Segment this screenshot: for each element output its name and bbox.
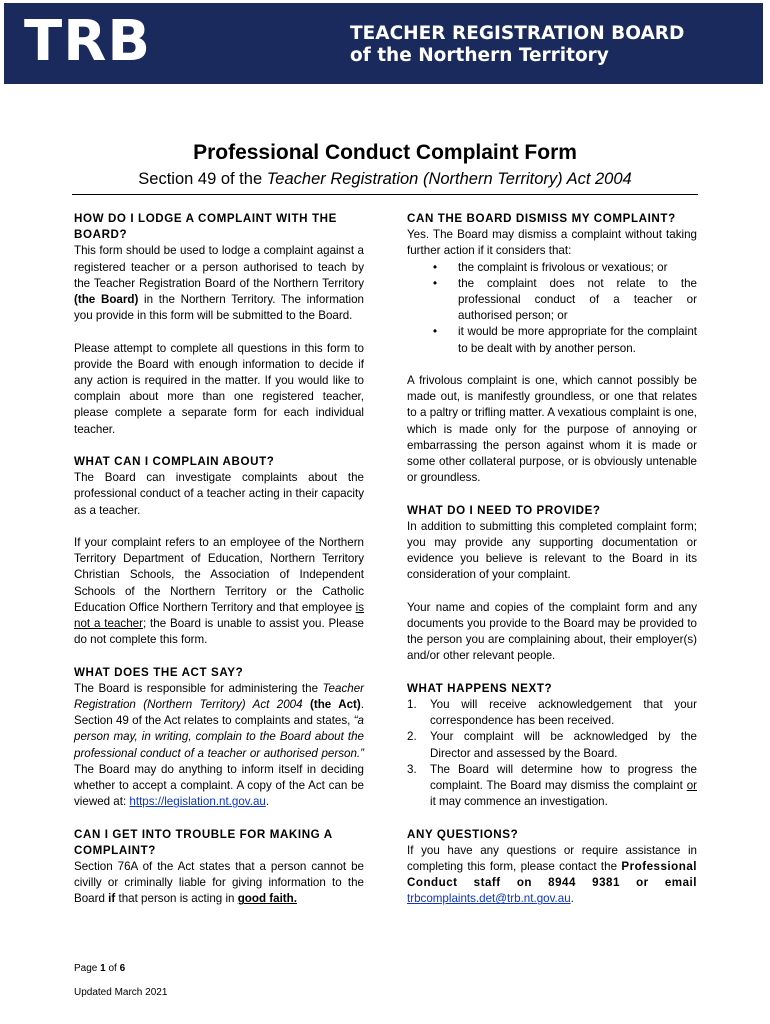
page-number xyxy=(74,963,125,974)
list-item xyxy=(407,729,697,761)
act-abbrev-bold: (the Act) xyxy=(309,698,361,712)
act-text-a: The Board is responsible for administering the xyxy=(74,681,323,695)
dismiss-paragraph-2: A frivolous complaint is one, which cannot possibly be made out, is manifestly groundless, or one that relates to a paltry or trifling matter. A vexatious complaint is one, which is made only for the purpose of annoying or embarrassing the person against whom it is made or some other collateral purpose, or is obviously untenable or groundless. xyxy=(407,374,697,485)
lodge-text-a: This form should be used to lodge a complaint against a registered teacher or a person authorised to teach by the Teacher Registration Board of the Northern Territory xyxy=(74,244,364,290)
page-current: 1 xyxy=(100,963,106,974)
about-paragraph-1: The Board can investigate complaints about the professional conduct of a teacher acting in their capacity as a teacher. xyxy=(74,471,364,517)
section-heading-act: WHAT DOES THE ACT SAY? xyxy=(74,665,244,679)
step-text-or: or xyxy=(686,779,697,793)
about-paragraph-2 xyxy=(74,535,364,648)
section-heading-questions: ANY QUESTIONS? xyxy=(407,827,519,841)
section-heading-next: WHAT HAPPENS NEXT? xyxy=(407,681,553,695)
act-text-g: . xyxy=(265,795,270,809)
step-text-a: The Board will determine how to progress the complaint. The Board may dismiss the complaint xyxy=(430,762,697,793)
section-heading-about: WHAT CAN I COMPLAIN ABOUT? xyxy=(74,455,275,469)
about-text-underlined: is not a teacher xyxy=(74,600,364,631)
act-paragraph xyxy=(74,681,364,811)
act-quote: “a person may, in writing, complain to the Board about the professional conduct of a teacher or authorised person.” xyxy=(74,714,364,760)
trouble-text-c: that person is acting in xyxy=(115,892,238,906)
step-number: 1. xyxy=(407,698,417,712)
provide-paragraph-1: In addition to submitting this completed complaint form; you may provide any supporting documentation or evidence you believe is relevant to the Board in its consideration of your complaint. xyxy=(407,519,697,582)
step-number: 2. xyxy=(407,730,417,744)
right-column xyxy=(407,211,697,908)
step-number: 3. xyxy=(407,762,417,776)
list-item xyxy=(407,697,697,729)
page-prefix: Page xyxy=(74,963,101,974)
form-subtitle xyxy=(0,170,770,189)
section-heading-lodge: HOW DO I LODGE A COMPLAINT WITH THE BOARD? xyxy=(74,212,337,242)
act-text-d: . Section 49 of the Act relates to complaints and states, xyxy=(74,698,364,728)
trouble-good-faith: good faith. xyxy=(237,892,297,906)
trouble-paragraph xyxy=(74,859,364,908)
lodge-text-bold: (the Board) xyxy=(74,293,139,307)
step-text: Your complaint will be acknowledged by the Director and assessed by the Board. xyxy=(430,730,697,760)
lodge-paragraph-2: Please attempt to complete all questions in this form to provide the Board with enough information to decide if any action is required in the matter. If you would like to complain about more than one registered teacher, please complete a separate form for each individual teacher. xyxy=(74,341,364,436)
list-item: • the complaint does not relate to the professional conduct of a teacher or authorised person; or xyxy=(407,276,697,325)
header-banner xyxy=(4,3,763,84)
list-item: • it would be more appropriate for the complaint to be dealt with by another person. xyxy=(407,324,697,356)
provide-paragraph-2: Your name and copies of the complaint form and any documents you provide to the Board may be provided to the person you are complaining about, their employer(s) and/or other relevant people. xyxy=(407,600,697,663)
trb-logo: TRB xyxy=(24,9,152,74)
organisation-name xyxy=(350,23,684,67)
subtitle-act-name: Teacher Registration (Northern Territory) Act 2004 xyxy=(266,170,632,188)
next-steps-list xyxy=(407,697,697,810)
questions-text-c: . xyxy=(570,892,574,906)
subtitle-prefix: Section 49 of the xyxy=(138,170,267,188)
section-heading-dismiss: CAN THE BOARD DISMISS MY COMPLAINT? xyxy=(407,212,676,225)
section-heading-trouble: CAN I GET INTO TROUBLE FOR MAKING A COMPLAINT? xyxy=(74,827,333,857)
about-text-c: ; the Board is unable to assist you. Please do not complete this form. xyxy=(74,617,364,647)
left-column xyxy=(74,211,364,908)
page-total: 6 xyxy=(119,963,126,974)
step-text-c: it may commence an investigation. xyxy=(430,795,608,809)
dismiss-bullet-list xyxy=(407,260,697,357)
organisation-name-line2: of the Northern Territory xyxy=(350,45,609,66)
complaints-email-link[interactable]: trbcomplaints.det@trb.nt.gov.au xyxy=(407,892,571,906)
form-title: Professional Conduct Complaint Form xyxy=(193,141,577,164)
lodge-text-c: in the Northern Territory. The information you provide in this form will be submitted to the Board. xyxy=(74,293,364,323)
about-text-a: If your complaint refers to an employee of the Northern Territory Department of Education, Northern Territory Christian Schools, the Association of Independent Schools of the Northern Territory or the Catholic Education Office Northern Territory and that employee xyxy=(74,536,364,614)
act-text-f: The Board may do anything to inform itself in deciding whether to accept a complaint. A copy of the Act can be viewed at: xyxy=(74,762,364,809)
step-text: You will receive acknowledgement that your correspondence has been received. xyxy=(430,698,697,728)
legislation-link[interactable]: https://legislation.nt.gov.au xyxy=(129,795,266,809)
contact-staff-bold: Professional Conduct staff on 8944 9381 or email xyxy=(407,860,697,890)
updated-date: Updated March 2021 xyxy=(74,987,168,998)
trouble-text-if: if xyxy=(108,892,116,906)
page-of: of xyxy=(105,963,120,974)
trouble-text-a: Section 76A of the Act states that a person cannot be civilly or criminally liable for giving information to the Board xyxy=(74,860,364,906)
dismiss-intro: Yes. The Board may dismiss a complaint without taking further action if it considers that: xyxy=(407,228,697,258)
questions-paragraph xyxy=(407,843,697,908)
organisation-name-line1: TEACHER REGISTRATION BOARD xyxy=(350,23,685,44)
lodge-paragraph-1 xyxy=(74,243,364,324)
questions-text-a: If you have any questions or require assistance in completing this form, please contact the xyxy=(407,843,697,874)
act-name-italic: Teacher Registration (Northern Territory) Act 2004 xyxy=(74,681,364,712)
list-item: • the complaint is frivolous or vexatious; or xyxy=(407,260,697,276)
section-heading-provide: WHAT DO I NEED TO PROVIDE? xyxy=(407,503,601,517)
list-item xyxy=(407,762,697,811)
title-divider xyxy=(72,194,698,195)
